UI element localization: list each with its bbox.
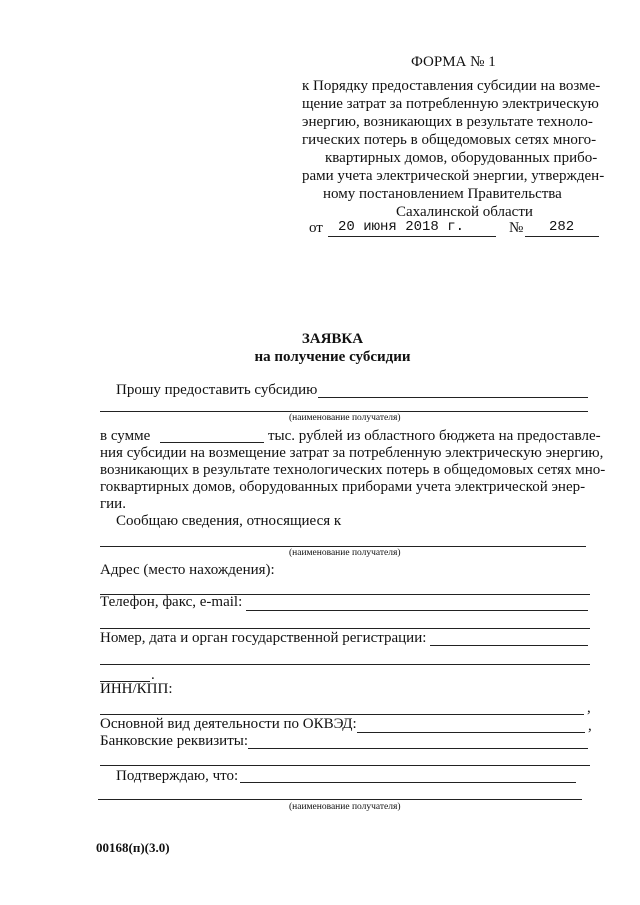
registration-field-line1[interactable]	[430, 645, 588, 646]
recipient-field-line1[interactable]	[318, 397, 588, 398]
registration-label: Номер, дата и орган государственной регистрации:	[100, 630, 427, 646]
bank-field-line2[interactable]	[100, 765, 590, 766]
bank-field-line1[interactable]	[248, 748, 588, 749]
header-line-6: рами учета электрической энергии, утвержден-	[302, 168, 605, 184]
confirm-recipient-caption: (наименованиe получателя)	[289, 802, 401, 812]
sum-line5: гии.	[100, 496, 126, 512]
sum-line4: гоквартирных домов, оборудованных приборами учета электрической энер-	[100, 479, 586, 495]
number-label: №	[509, 220, 524, 236]
date-underline	[328, 236, 496, 237]
header-line-2: щение затрат за потребленную электрическую	[302, 96, 599, 112]
address-label: Адрес (место нахождения):	[100, 562, 275, 578]
inform-text: Сообщаю сведения, относящиеся к	[116, 513, 342, 529]
phone-field-line2[interactable]	[100, 628, 590, 629]
confirm-label: Подтверждаю, что:	[116, 768, 239, 784]
document-title: ЗАЯВКА	[301, 331, 364, 347]
recipient-caption: (наименование получателя)	[289, 413, 401, 423]
header-line-3: энергию, возникающих в результате техноло-	[302, 114, 593, 130]
phone-field-line1[interactable]	[246, 610, 588, 611]
okved-comma: ,	[588, 718, 592, 734]
form-number: ФОРМА № 1	[411, 54, 496, 70]
date-prefix: от	[309, 220, 323, 236]
header-line-4: гических потерь в общедомовых сетях много-	[302, 132, 597, 148]
document-date: 20 июня 2018 г.	[338, 219, 465, 235]
inn-field[interactable]	[100, 714, 584, 715]
number-underline	[525, 236, 599, 237]
sum-field[interactable]	[160, 442, 264, 443]
header-line-5: квартирных домов, оборудованных прибо-	[325, 150, 598, 166]
sum-line1-rest: тыс. рублей из областного бюджета на предоставле-	[268, 428, 601, 444]
document-code: 00168(п)(3.0)	[96, 840, 170, 855]
document-number: 282	[549, 219, 575, 235]
request-text: Прошу предоставить субсидию	[116, 382, 318, 398]
document-subtitle: на получение субсидии	[254, 349, 411, 365]
inn-comma: ,	[587, 700, 591, 716]
sum-line2: ния субсидии на возмещение затрат за потребленную электрическую энергию,	[100, 445, 604, 461]
okved-label: Основной вид деятельности по ОКВЭД:	[100, 716, 357, 732]
recipient-field-line2[interactable]	[100, 411, 588, 412]
header-line-8: Сахалинской области	[396, 204, 533, 220]
inform-recipient-caption: (наименование получателя)	[289, 548, 401, 558]
bank-label: Банковские реквизиты:	[100, 733, 249, 749]
okved-field[interactable]	[357, 732, 585, 733]
inn-label: ИНН/КПП:	[100, 681, 173, 697]
confirm-field-line1[interactable]	[240, 782, 576, 783]
registration-period: .	[151, 667, 155, 683]
inform-recipient-line[interactable]	[100, 546, 586, 547]
phone-label: Телефон, факс, e-mail:	[100, 594, 243, 610]
header-line-7: ному постановлением Правительства	[323, 186, 562, 202]
sum-prefix: в сумме	[100, 428, 151, 444]
registration-field-line2[interactable]	[100, 664, 590, 665]
header-line-1: к Порядку предоставления субсидии на возме-	[302, 78, 601, 94]
sum-line3: возникающих в результате технологических потерь в общедомовых сетях мно-	[100, 462, 606, 478]
confirm-field-line2[interactable]	[98, 799, 582, 800]
